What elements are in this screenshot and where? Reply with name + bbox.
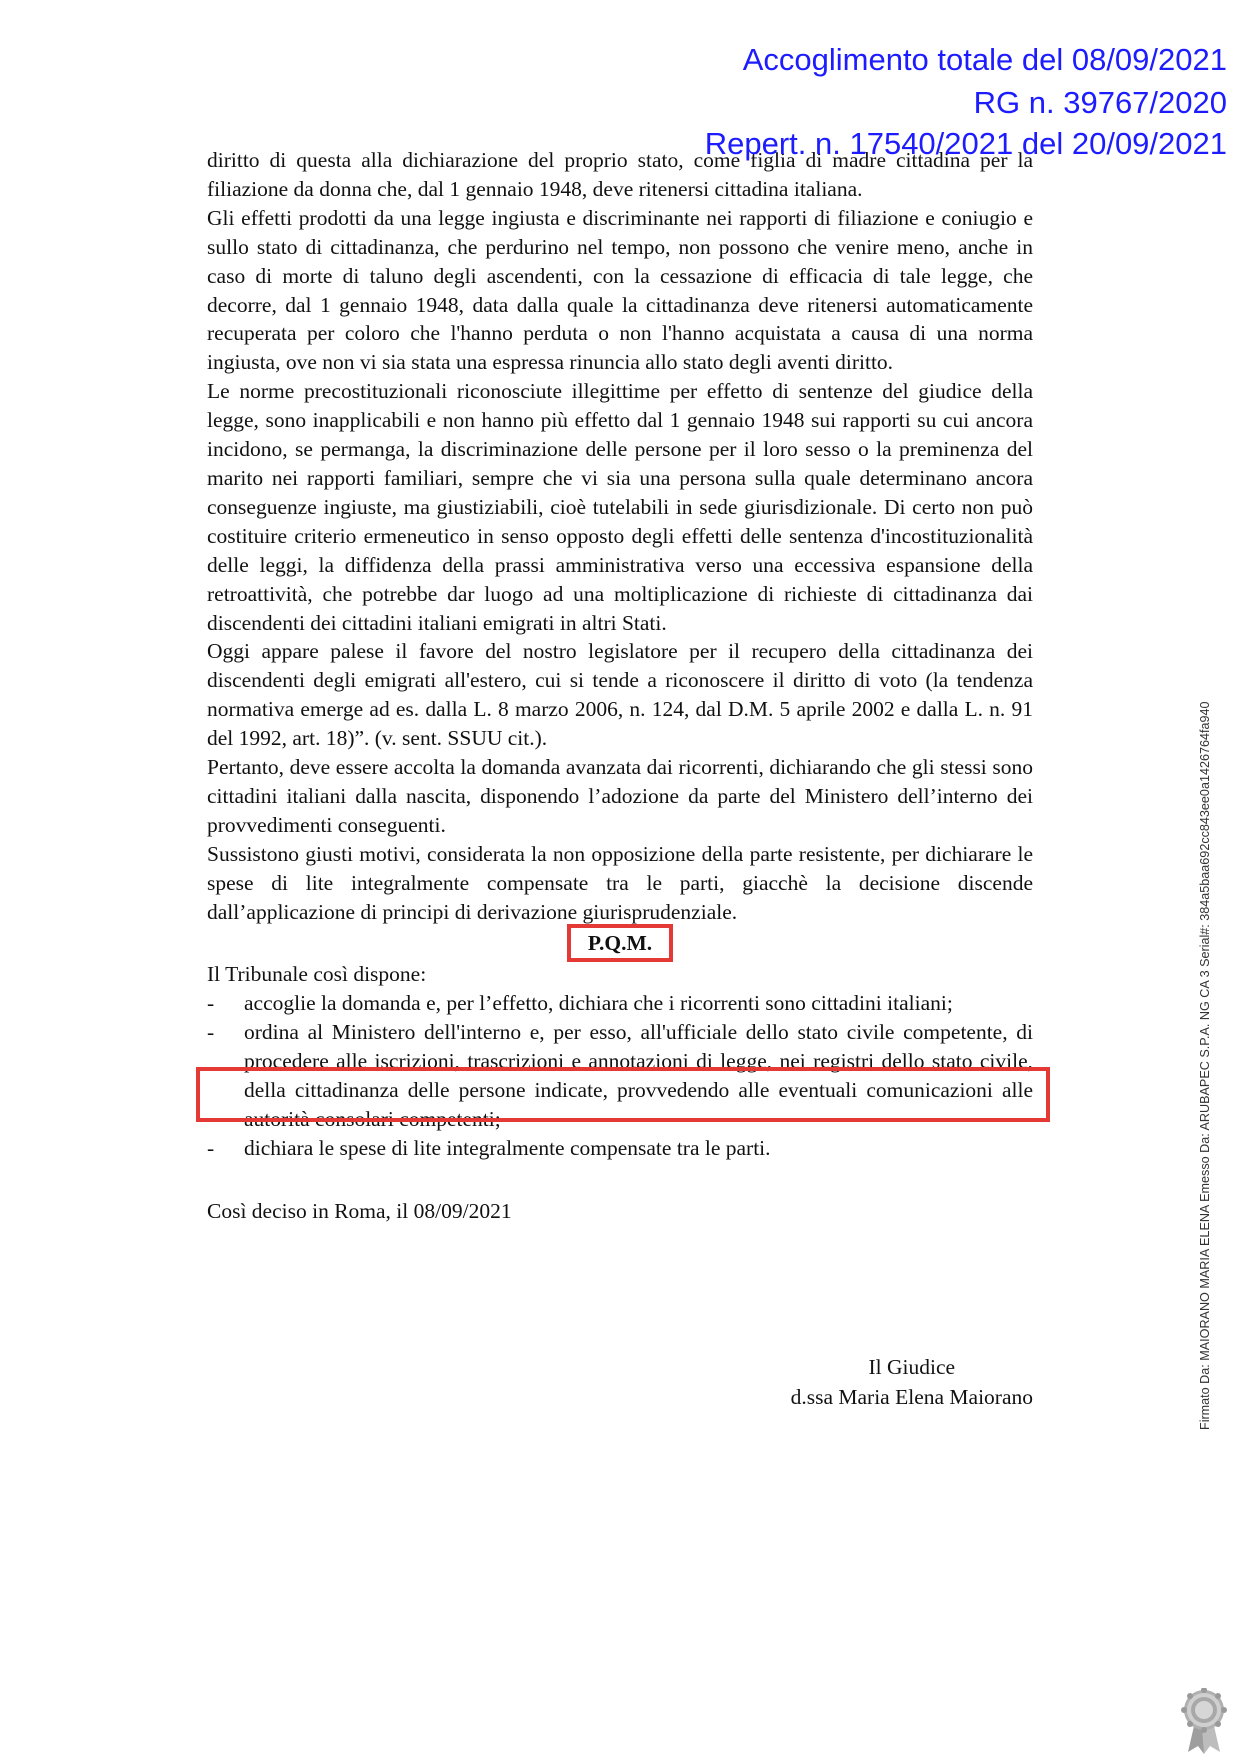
- seal-icon: [1180, 1688, 1228, 1754]
- judge-title: Il Giudice: [868, 1355, 956, 1379]
- stamp-rg-number: RG n. 39767/2020: [973, 85, 1227, 120]
- disposition-item-text: ordina al Ministero dell'interno e, per esso, all'ufficiale dello stato civile competente, di procedere alle iscrizioni, trascrizioni e annotazioni di legge, nei registri dello stato civile, della cittadinanza delle persone indicate, provvedendo alle eventuali comunicazioni alle autorità consolari competenti;: [244, 1020, 1033, 1131]
- document-body: [207, 146, 1033, 1226]
- signature-block: [791, 1352, 1033, 1412]
- list-dash: -: [207, 991, 215, 1016]
- place-date: Così deciso in Roma, il 08/09/2021: [207, 1198, 512, 1223]
- paragraph-4: Oggi appare palese il favore del nostro legislatore per il recupero della cittadinanza dei discendenti degli emigrati all'estero, cui si tende a riconoscere il diritto di voto (la tendenza normativa emerge ad es. dalla L. 8 marzo 2006, n. 124, dal D.M. 5 aprile 2002 e dalla L. n. 91 del 1992, art. 18)”. (v. sent. SSUU cit.).: [207, 639, 1033, 751]
- disposition-item: [207, 1134, 1033, 1163]
- disposition-item: [207, 989, 1033, 1018]
- digital-signature-text: Firmato Da: MAIORANO MARIA ELENA Emesso Da: ARUBAPEC S.P.A. NG CA 3 Serial#: 384a5baa692cc843ee0a1426764fa940: [1198, 701, 1212, 1430]
- disposition-item-text: dichiara le spese di lite integralmente compensate tra le parti.: [244, 1135, 771, 1160]
- pqm-heading-wrap: [207, 926, 1033, 960]
- stamp-repertorio: Repert. n. 17540/2021 del 20/09/2021: [704, 126, 1227, 161]
- paragraph-3: Le norme precostituzionali riconosciute illegittime per effetto di sentenze del giudice della legge, sono inapplicabili e non hanno più effetto dal 1 gennaio 1948 sui rapporti su cui ancora incidono, se permanga, la discriminazione delle persone per il loro sesso o la preminenza del marito nei rapporti familiari, sempre che vi sia una persona sulla quale determinano ancora conseguenze ingiuste, ma giustiziabili, cioè tutelabili in sede giurisdizionale. Di certo non può costituire criterio ermeneutico in senso opposto degli effetti delle sentenza d'incostituzionalità delle leggi, la diffidenza della prassi amministrativa verso una eccessiva espansione della retroattività, che potrebbe dar luogo ad una moltiplicazione di richieste di cittadinanza dai discendenti dei cittadini italiani emigrati in altri Stati.: [207, 379, 1033, 635]
- disposition-intro: Il Tribunale così dispone:: [207, 962, 427, 987]
- highlight-box: [196, 1067, 1050, 1122]
- list-dash: -: [207, 1020, 215, 1045]
- pqm-heading: P.Q.M.: [567, 924, 673, 962]
- judge-name: d.ssa Maria Elena Maiorano: [790, 1385, 1033, 1409]
- stamp-outcome: Accoglimento totale del 08/09/2021: [742, 42, 1227, 77]
- paragraph-6: Sussistono giusti motivi, considerata la non opposizione della parte resistente, per dichiarare le spese di lite integralmente compensate tra le parti, giacchè la decisione discende dall’applicazione di principi di derivazione giurisprudenziale.: [207, 841, 1033, 924]
- list-dash: -: [207, 1135, 215, 1160]
- paragraph-5: Pertanto, deve essere accolta la domanda avanzata dai ricorrenti, dichiarando che gli stessi sono cittadini italiani dalla nascita, disponendo l’adozione da parte del Ministero dell’interno dei provvedimenti conseguenti.: [207, 755, 1033, 837]
- disposition-item-text: accoglie la domanda e, per l’effetto, dichiara che i ricorrenti sono cittadini italiani;: [244, 991, 953, 1016]
- paragraph-1: diritto di questa alla dichiarazione del proprio stato, come figlia di madre cittadina per la filiazione da donna che, dal 1 gennaio 1948, deve ritenersi cittadina italiana.: [207, 148, 1033, 201]
- paragraph-2: Gli effetti prodotti da una legge ingiusta e discriminante nei rapporti di filiazione e coniugio e sullo stato di cittadinanza, che perdurino nel tempo, non possono che venire meno, anche in caso di morte di taluno degli ascendenti, con la cessazione di efficacia di tale legge, che decorre, dal 1 gennaio 1948, data dalla quale la cittadinanza deve ritenersi automaticamente recuperata per coloro che l'hanno perduta o non l'hanno acquistata a causa di una norma ingiusta, ove non vi sia stata una espressa rinuncia allo stato degli aventi diritto.: [207, 205, 1033, 375]
